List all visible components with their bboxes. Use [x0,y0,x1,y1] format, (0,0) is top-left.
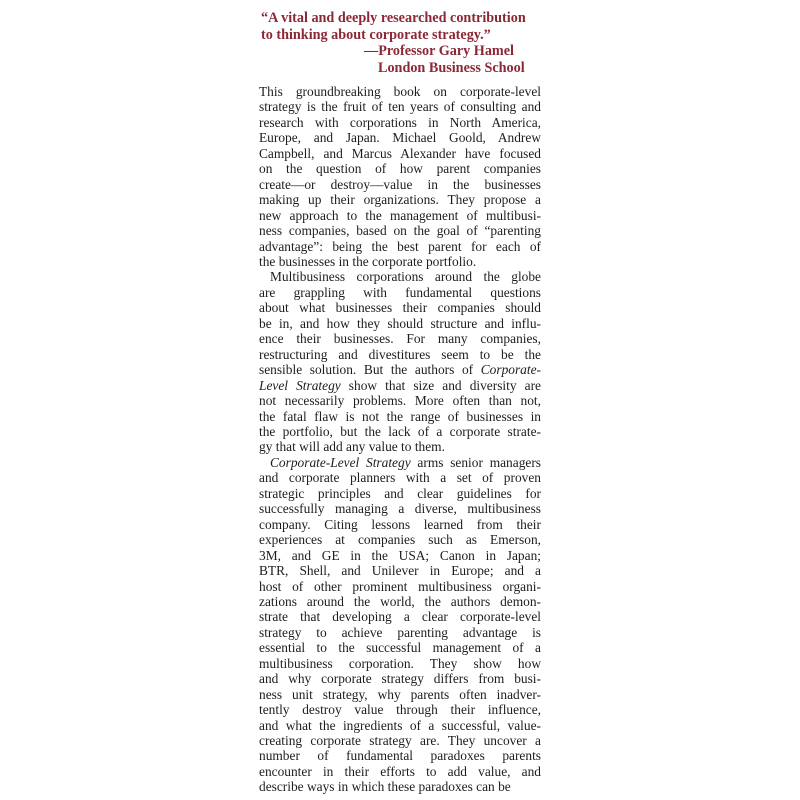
text-line [259,455,541,470]
text-line: company. Citing lessons learned from their [259,516,541,532]
text-line: essential to the successful management of a [259,640,541,656]
text-run: sensible solution. But the authors of [259,362,481,378]
text-line: the businesses in the corporate portfolio. [259,253,477,269]
text-line: strategy to achieve parenting advantage is [259,624,541,640]
text-line: describe ways in which these paradoxes can be [259,779,511,795]
text-line: not necessarily problems. More often than not, [259,393,541,409]
quote-attribution-name: —Professor Gary Hamel [364,43,514,60]
text-run: show that size and diversity are [340,377,541,393]
text-line: and corporate planners with a set of proven [259,470,541,486]
text-line: zations around the world, the authors demon- [259,593,541,609]
quote-attribution-school: London Business School [378,59,525,76]
text-line: strategic principles and clear guidelines for [259,485,541,501]
paragraph-2 [259,269,541,454]
text-line: host of other prominent multibusiness organi- [259,578,541,594]
text-line: ness companies, based on the goal of “parenting [259,223,541,239]
text-line: making up their organizations. They propose a [259,192,541,208]
text-line: BTR, Shell, and Unilever in Europe; and a [259,563,541,579]
text-line: successfully managing a diverse, multibusiness [259,501,541,517]
text-line: strate that developing a clear corporate-level [259,609,541,625]
text-line: This groundbreaking book on corporate-level [259,84,541,99]
text-line: experiences at companies such as Emerson, [259,532,541,548]
book-title-italic: Corporate- [480,362,541,378]
text-line: ence their businesses. For many companies, [259,331,541,347]
text-line: advantage”: being the best parent for each of [259,238,541,254]
text-line: 3M, and GE in the USA; Canon in Japan; [259,547,541,563]
text-line: on the question of how parent companies [259,161,541,177]
text-line: research with corporations in North America, [259,114,541,130]
text-line: Campbell, and Marcus Alexander have focused [259,145,541,161]
text-line: be in, and how they should structure and influ- [259,315,541,331]
text-line: multibusiness corporation. They show how [259,655,541,671]
description-text [259,84,541,795]
text-line: and why corporate strategy differs from busi- [259,671,541,687]
text-line: new approach to the management of multibusi- [259,207,541,223]
paragraph-1 [259,84,541,269]
text-run: arms senior managers [410,454,542,470]
text-line: restructuring and divestitures seem to be the [259,346,541,362]
text-line: Europe, and Japan. Michael Goold, Andrew [259,130,541,146]
book-title-italic: Level Strategy [259,377,341,393]
text-line: ness unit strategy, why parents often inadver- [259,686,541,702]
text-line: the portfolio, but the lack of a corporate strate- [259,423,541,439]
quote-line: “A vital and deeply researched contribution [261,10,526,26]
text-line: the fatal flaw is not the range of businesses in [259,408,541,424]
endorsement-quote [261,10,543,76]
text-line: about what businesses their companies should [259,300,541,316]
text-line: number of fundamental paradoxes parents [259,748,541,764]
text-line [259,378,541,393]
text-line: create—or destroy—value in the businesses [259,176,541,192]
text-line: and what the ingredients of a successful, value- [259,717,541,733]
paragraph-3 [259,455,541,795]
quote-line: to thinking about corporate strategy.” [261,26,491,43]
text-line: tently destroy value through their influence, [259,702,541,718]
text-line: gy that will add any value to them. [259,439,445,455]
text-line: are grappling with fundamental questions [259,284,541,300]
book-title-italic: Corporate-Level Strategy [270,454,411,470]
text-line: Multibusiness corporations around the globe [270,269,541,285]
text-line: encounter in their efforts to add value, and [259,763,541,779]
text-line [259,362,541,377]
text-line: strategy is the fruit of ten years of consulting and [259,99,541,115]
text-line: creating corporate strategy are. They uncover a [259,733,541,749]
